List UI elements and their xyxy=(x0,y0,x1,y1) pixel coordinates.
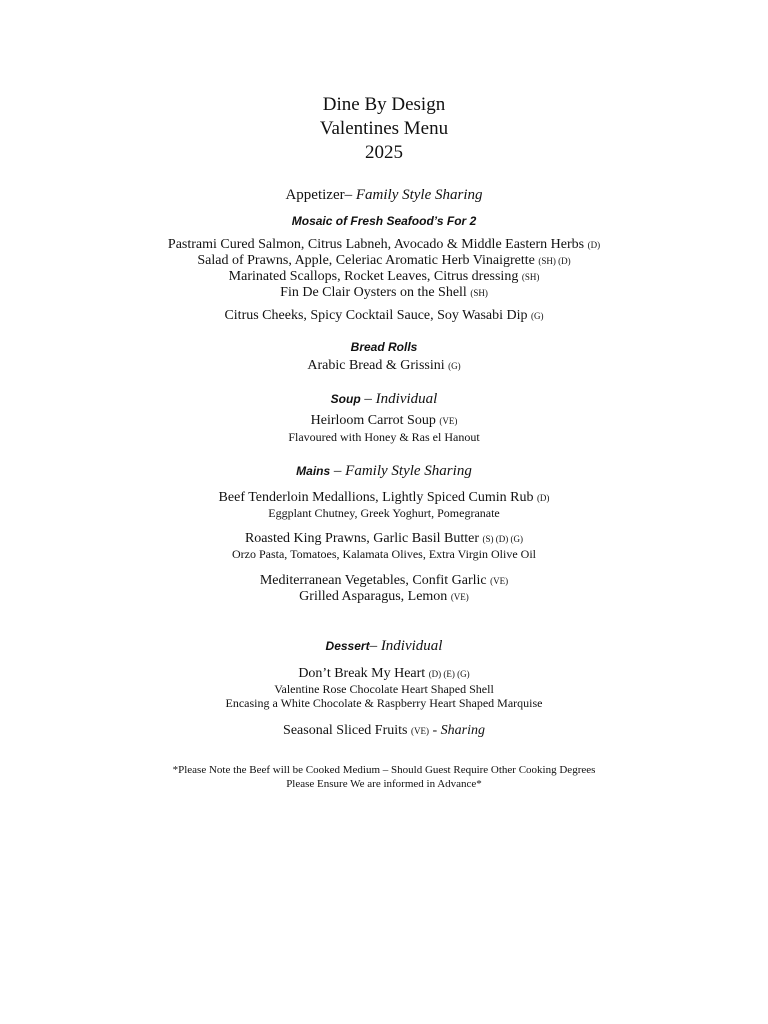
appetizer-heading xyxy=(0,185,768,205)
menu-item-name: Pastrami Cured Salmon, Citrus Labneh, Avocado & Middle Eastern Herbs xyxy=(167,237,585,252)
dessert-heading xyxy=(0,636,768,656)
menu-item-name: Citrus Cheeks, Spicy Cocktail Sauce, Soy Wasabi Dip xyxy=(224,308,528,323)
mains-heading xyxy=(0,461,768,481)
footer-note: Please Ensure We are informed in Advance* xyxy=(286,778,482,790)
dietary-tags: (VE) xyxy=(450,592,469,602)
menu-item-name: Roasted King Prawns, Garlic Basil Butter xyxy=(244,531,480,546)
dessert-heading-label: Dessert xyxy=(325,639,370,653)
restaurant-name: Dine By Design xyxy=(322,94,446,115)
dietary-tags: (S) (D) (G) xyxy=(482,534,524,544)
appetizer-heading-style: Family Style Sharing xyxy=(355,187,483,203)
menu-item-description: Encasing a White Chocolate & Raspberry Heart Shaped Marquise xyxy=(225,696,543,710)
menu-item-name: Beef Tenderloin Medallions, Lightly Spiced Cumin Rub xyxy=(218,490,534,505)
menu-item xyxy=(0,530,768,548)
soup-heading-label: Soup xyxy=(330,392,361,406)
menu-item xyxy=(0,357,768,375)
dietary-tags: (VE) xyxy=(490,576,509,586)
menu-item-description: Eggplant Chutney, Greek Yoghurt, Pomegranate xyxy=(268,506,500,520)
menu-item-name: Fin De Clair Oysters on the Shell xyxy=(280,285,467,300)
menu-item xyxy=(0,489,768,507)
menu-item-name: Grilled Asparagus, Lemon xyxy=(299,589,448,604)
dietary-tags: (D) (E) (G) xyxy=(428,669,470,679)
footer-note: *Please Note the Beef will be Cooked Medium – Should Guest Require Other Cooking Degrees xyxy=(172,764,596,776)
mains-heading-label: Mains xyxy=(296,464,331,478)
menu-item-name: Mediterranean Vegetables, Confit Garlic xyxy=(259,573,487,588)
dessert-heading-style: – Individual xyxy=(369,638,443,654)
menu-item-name: Seasonal Sliced Fruits xyxy=(283,723,408,738)
serving-style: - Sharing xyxy=(432,723,485,738)
menu-item xyxy=(0,412,768,430)
dietary-tags: (G) xyxy=(448,361,461,371)
menu-title: Valentines Menu xyxy=(319,118,449,139)
menu-item-name: Marinated Scallops, Rocket Leaves, Citrus dressing xyxy=(228,269,519,284)
dietary-tags: (G) xyxy=(531,311,544,321)
menu-item xyxy=(0,588,768,606)
dietary-tags: (SH) xyxy=(470,288,488,298)
soup-heading xyxy=(0,389,768,409)
dietary-tags: (SH) (D) xyxy=(538,256,571,266)
menu-item-name: Arabic Bread & Grissini xyxy=(307,358,445,373)
dietary-tags: (D) xyxy=(536,493,550,503)
dietary-tags: (VE) xyxy=(439,416,458,426)
menu-item-name: Heirloom Carrot Soup xyxy=(310,413,436,428)
dietary-tags: (SH) xyxy=(521,272,540,282)
menu-item-name: Salad of Prawns, Apple, Celeriac Aromatic Herb Vinaigrette xyxy=(197,253,535,268)
appetizer-subheading: Mosaic of Fresh Seafood’s For 2 xyxy=(291,214,477,228)
dietary-tags: (VE) xyxy=(410,726,429,736)
menu-item xyxy=(0,284,768,302)
menu-item xyxy=(0,665,768,683)
menu-item-description: Orzo Pasta, Tomatoes, Kalamata Olives, Extra Virgin Olive Oil xyxy=(231,547,537,561)
menu-item-description: Flavoured with Honey & Ras el Hanout xyxy=(288,430,480,444)
menu-item xyxy=(0,722,768,740)
bread-heading: Bread Rolls xyxy=(350,340,418,354)
menu-item-description: Valentine Rose Chocolate Heart Shaped Shell xyxy=(274,682,494,696)
appetizer-heading-label: Appetizer– xyxy=(285,187,353,203)
soup-heading-style: – Individual xyxy=(364,391,438,407)
mains-heading-style: – Family Style Sharing xyxy=(333,463,472,479)
dietary-tags: (D) xyxy=(587,240,601,250)
menu-item xyxy=(0,307,768,325)
menu-item-name: Don’t Break My Heart xyxy=(298,666,426,681)
menu-year: 2025 xyxy=(365,142,403,163)
